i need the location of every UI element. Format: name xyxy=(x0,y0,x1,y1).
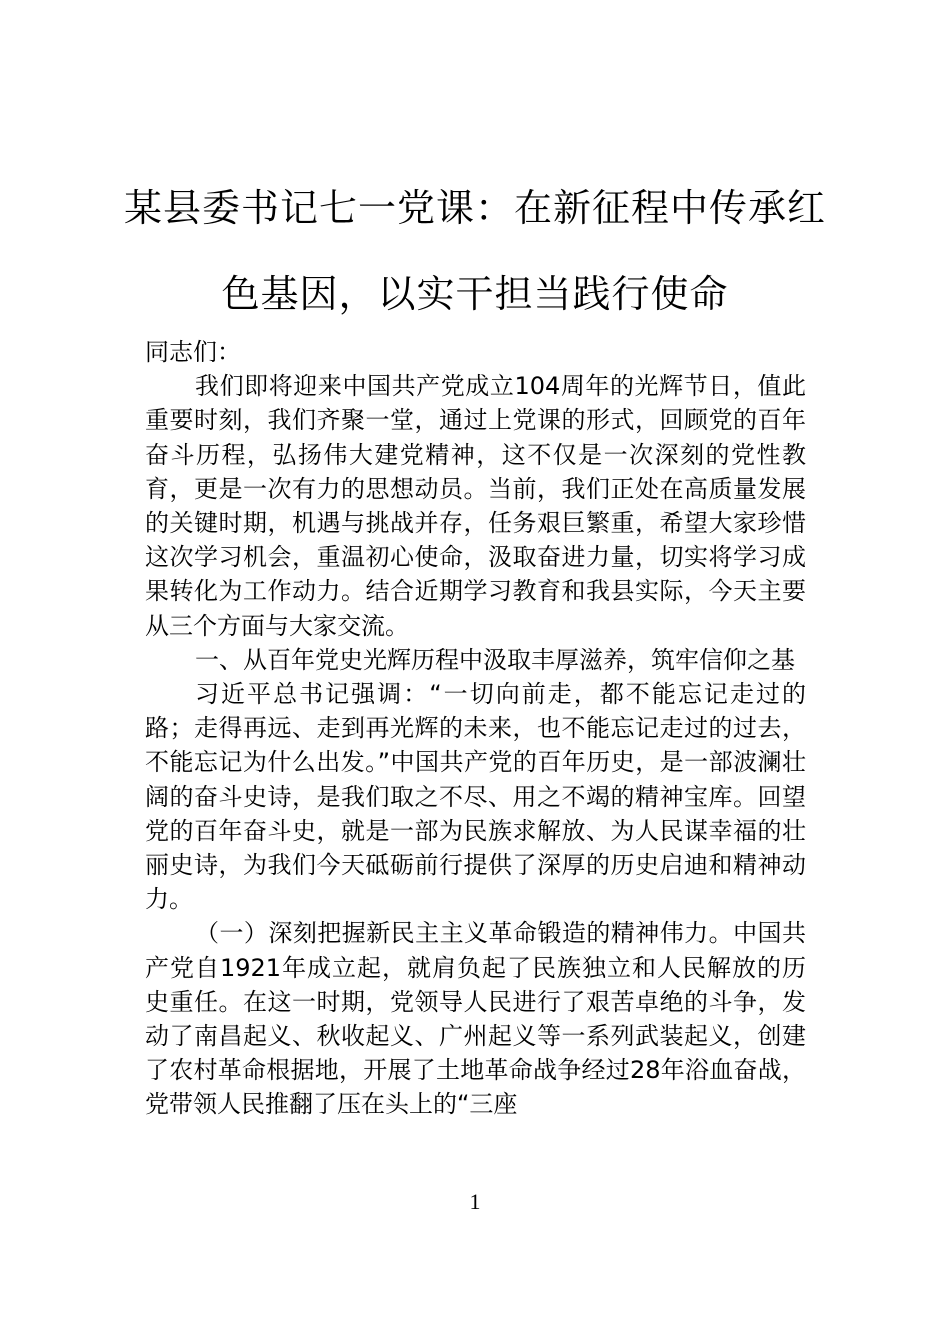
intro-paragraph: 我们即将迎来中国共产党成立104周年的光辉节日，值此重要时刻，我们齐聚一堂，通过上党课的形式，回顾党的百年奋斗历程，弘扬伟大建党精神，这不仅是一次深刻的党性教育，更是一次有力的思想动员。当前，我们正处在高质量发展的关键时期，机遇与挑战并存，任务艰巨繁重，希望大家珍惜这次学习机会，重温初心使命，汲取奋进力量，切实将学习成果转化为工作动力。结合近期学习教育和我县实际，今天主要从三个方面与大家交流。 xyxy=(145,372,806,640)
section-heading: 一、从百年党史光辉历程中汲取丰厚滋养，筑牢信仰之基 xyxy=(195,645,795,674)
document-body xyxy=(145,335,806,1122)
document-title: 某县委书记七一党课：在新征程中传承红色基因，以实干担当践行使命 xyxy=(123,186,826,316)
subsection-paragraph: （一）深刻把握新民主主义革命锻造的精神伟力。中国共产党自1921年成立起，就肩负起了民族独立和人民解放的历史重任。在这一时期，党领导人民进行了艰苦卓绝的斗争，发动了南昌起义、秋收起义、广州起义等一系列武装起义，创建了农村革命根据地，开展了土地革命战争经过28年浴血奋战，党带领人民推翻了压在头上的“三座 xyxy=(145,919,806,1119)
salutation: 同志们： xyxy=(145,338,241,366)
body-paragraph: 习近平总书记强调：“一切向前走，都不能忘记走过的路；走得再远、走到再光辉的未来，也不能忘记走过的过去，不能忘记为什么出发。”中国共产党的百年历史，是一部波澜壮阔的奋斗史诗，是我们取之不尽、用之不竭的精神宝库。回望党的百年奋斗史，就是一部为民族求解放、为人民谋幸福的壮丽史诗，为我们今天砥砺前行提供了深厚的历史启迪和精神动力。 xyxy=(145,680,806,914)
page-number: 1 xyxy=(469,1189,481,1214)
